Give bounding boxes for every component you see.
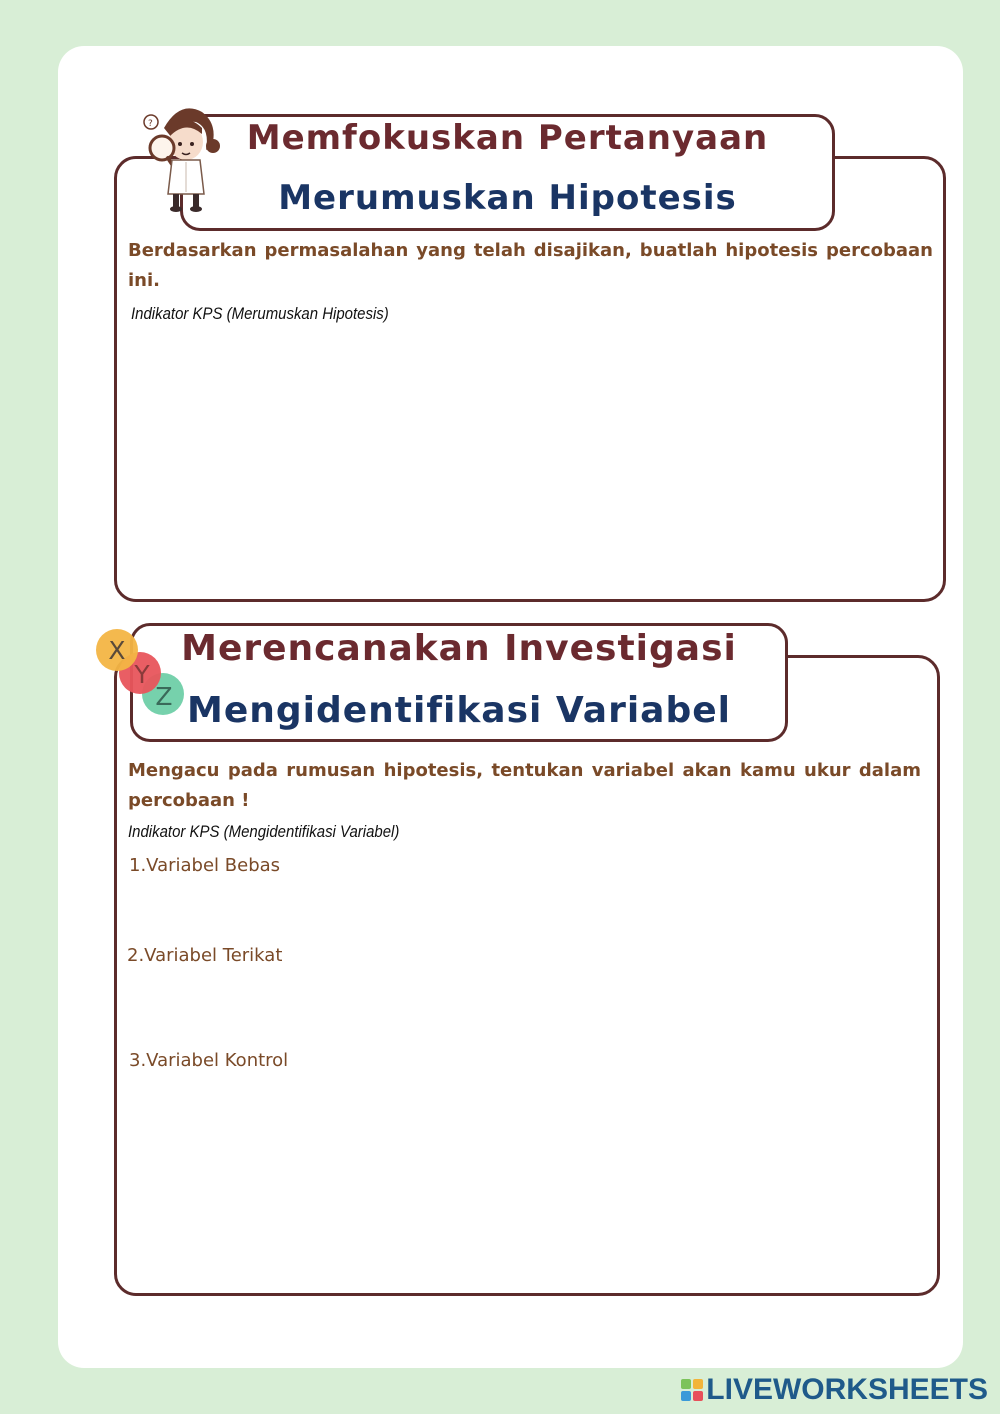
variable-control-label: 3.Variabel Kontrol <box>129 1050 289 1071</box>
section2-prompt: Mengacu pada rumusan hipotesis, tentukan variabel akan kamu ukur dalam percobaan ! <box>128 760 921 811</box>
liveworksheets-logo-icon <box>681 1379 703 1401</box>
xyz-badges-icon <box>94 627 186 719</box>
section1-title: Memfokuskan Pertanyaan <box>246 118 769 158</box>
section2-title: Merencanakan Investigasi <box>181 628 737 669</box>
scientist-with-magnifier-icon <box>140 98 224 212</box>
section1-prompt: Berdasarkan permasalahan yang telah disajikan, buatlah hipotesis percobaan ini. <box>128 240 933 291</box>
footer-brand <box>681 1373 988 1407</box>
section2-indicator: Indikator KPS (Mengidentifikasi Variabel) <box>128 822 400 841</box>
section2-subtitle: Mengidentifikasi Variabel <box>187 690 731 731</box>
variable-free-label: 1.Variabel Bebas <box>129 855 281 876</box>
badge-y: Y <box>134 660 150 689</box>
section1-indicator: Indikator KPS (Merumuskan Hipotesis) <box>131 304 389 323</box>
svg-text:?: ? <box>148 119 153 129</box>
section1-subtitle: Merumuskan Hipotesis <box>278 178 737 218</box>
variables-answer-box[interactable] <box>114 655 940 1296</box>
badge-x: X <box>108 636 126 665</box>
variable-dependent-label: 2.Variabel Terikat <box>127 945 283 966</box>
badge-z: Z <box>155 682 173 711</box>
footer-brand-text: LIVEWORKSHEETS <box>706 1373 988 1406</box>
